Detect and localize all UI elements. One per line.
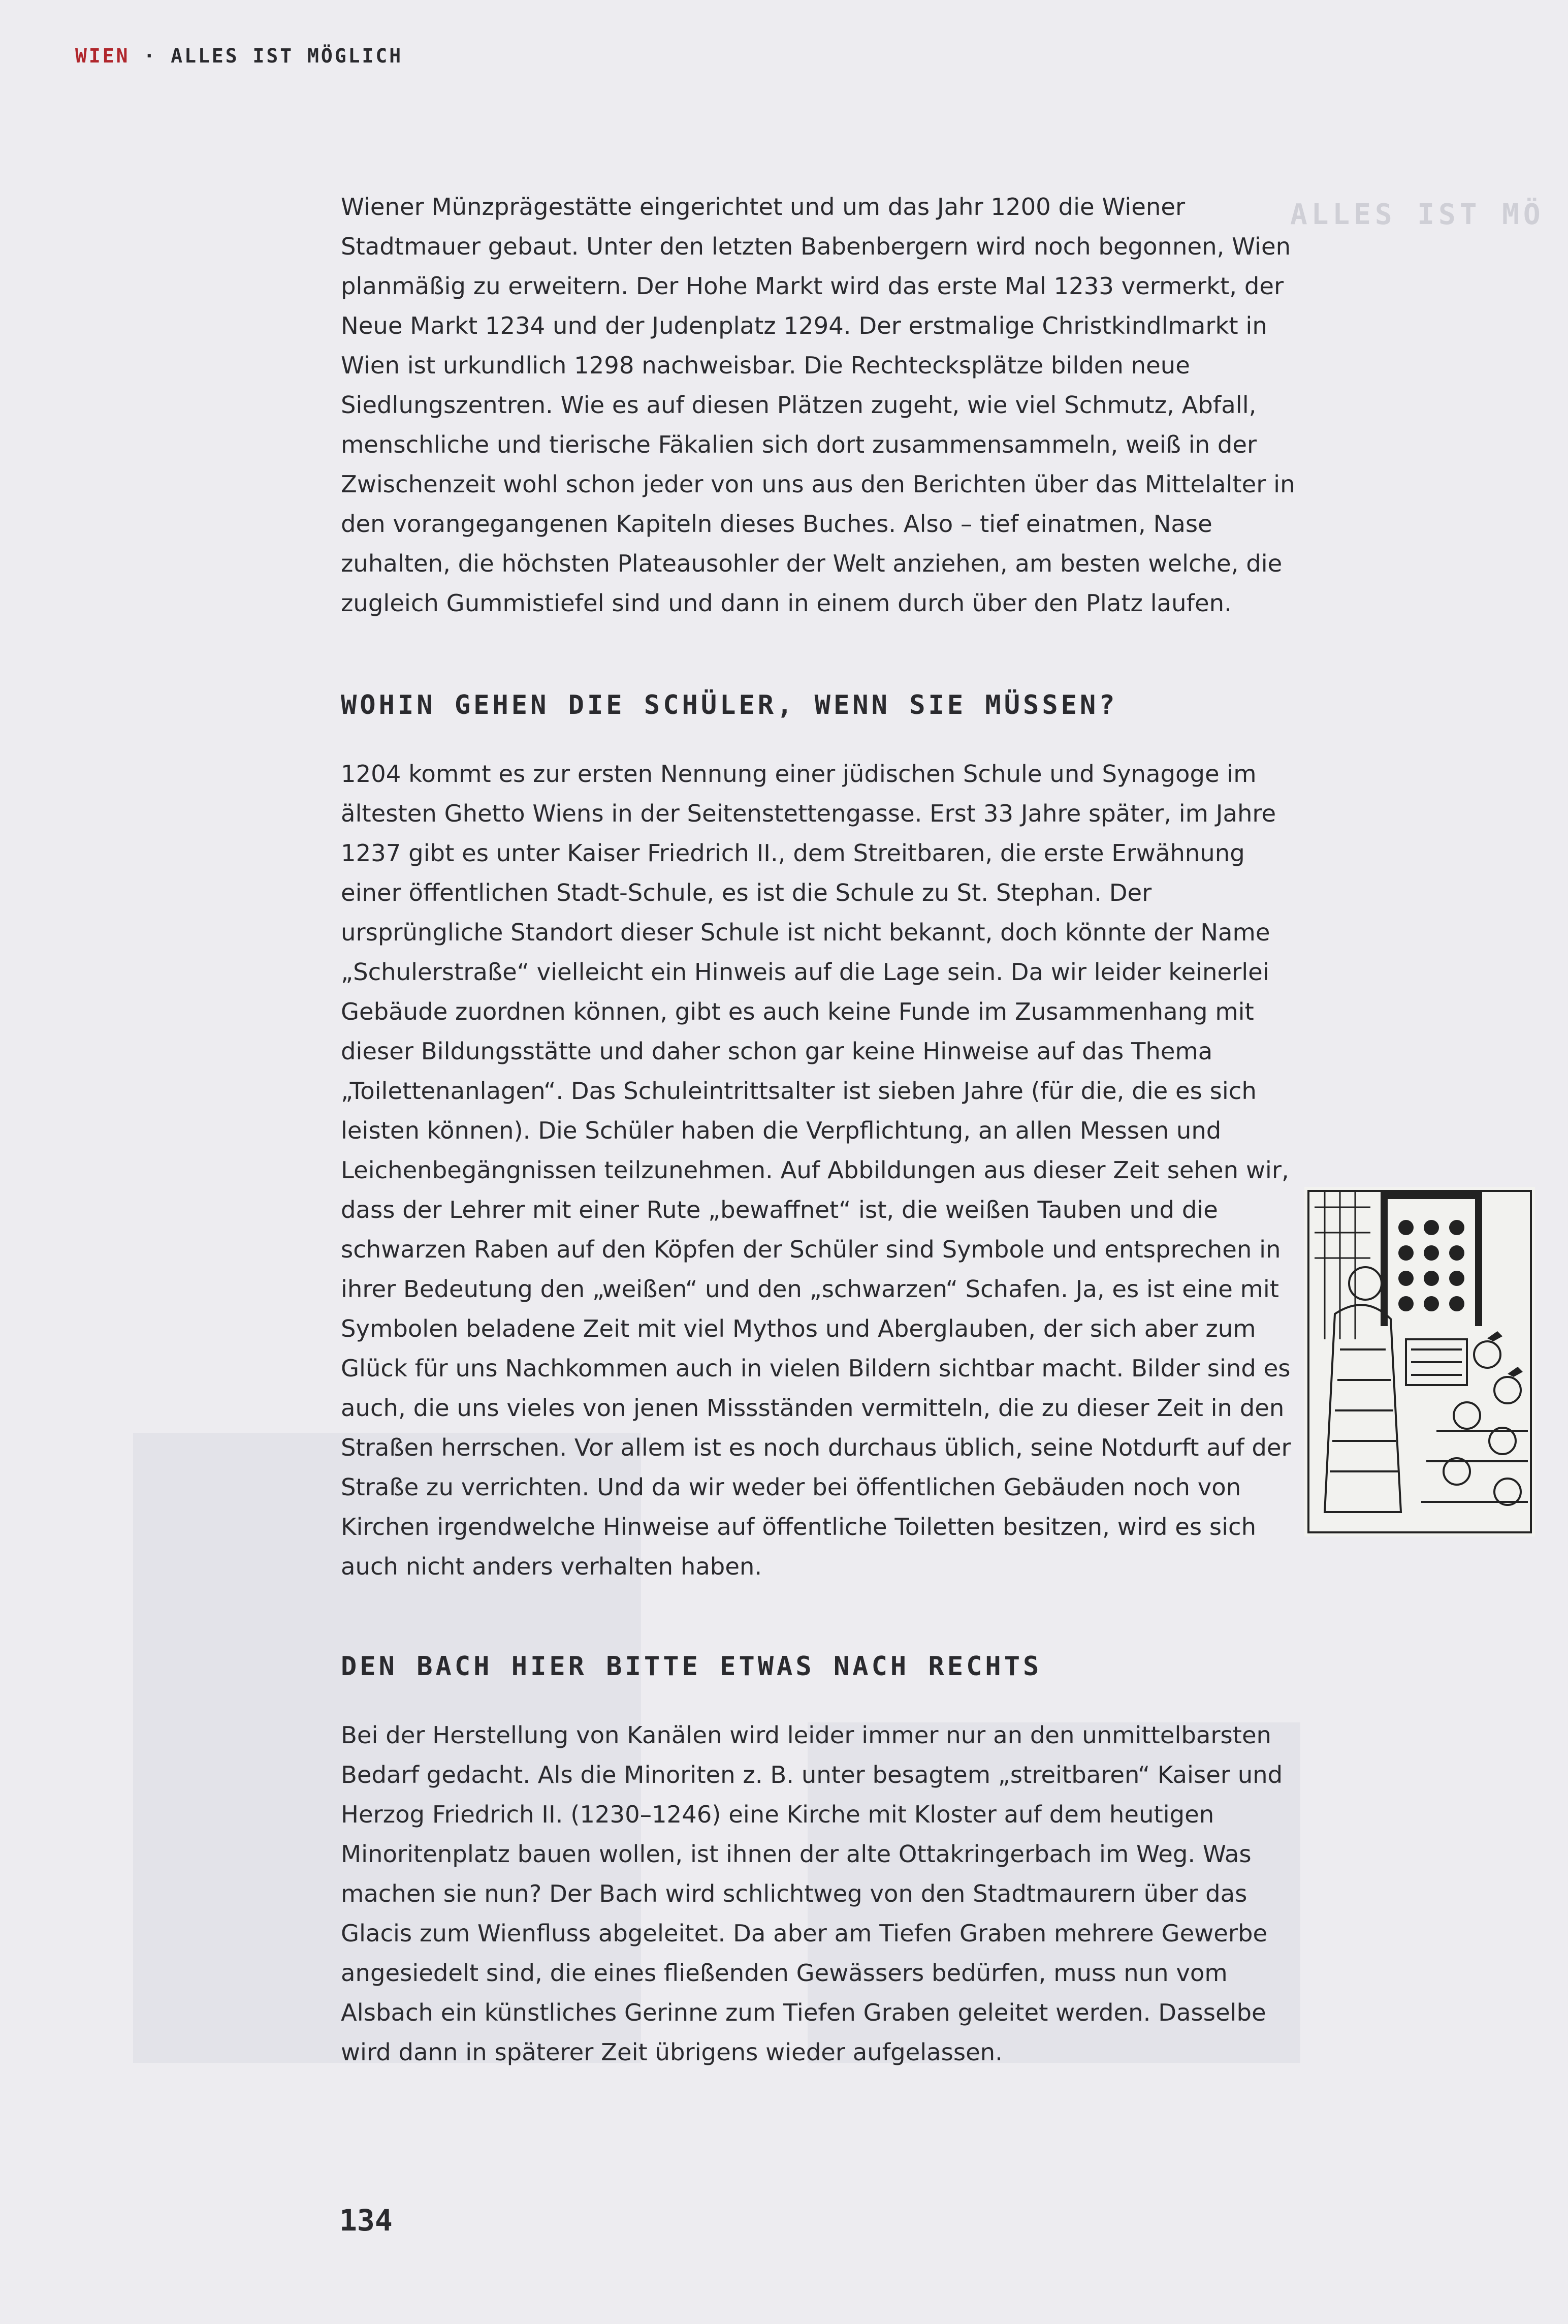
section-bach-paragraph: Bei der Herstellung von Kanälen wird leider immer nur an den unmittelbarsten Bedarf gedacht. Als die Minoriten z. B. unter besagtem „streitbaren“ Kaiser und Herzog Friedrich II. (1230–1246) eine Kirche mit Kloster auf dem heutigen Minoritenplatz bauen wollen, ist ihnen der alte Ottakringerbach im Weg. Was machen sie nun? Der Bach wird schlichtweg von den Stadtmaurern über das Glacis zum Wienfluss abgeleitet. Da aber am Tiefen Graben mehrere Gewerbe angesiedelt sind, die eines fließenden Gewässers bedürfen, muss nun vom Alsbach ein künstliches Gerinne zum Tiefen Graben geleitet werden. Dasselbe wird dann in späterer Zeit übrigens wieder aufgelassen. bbox=[341, 1721, 1283, 2066]
medieval-classroom-woodcut bbox=[1304, 1187, 1535, 1536]
section-bach-block bbox=[341, 1715, 1296, 2072]
running-head bbox=[75, 45, 403, 67]
running-head-separator: · bbox=[143, 45, 157, 67]
page-number: 134 bbox=[339, 2203, 393, 2238]
section-heading-schueler: WOHIN GEHEN DIE SCHÜLER, WENN SIE MÜSSEN? bbox=[341, 690, 1118, 720]
section-schueler-paragraph: 1204 kommt es zur ersten Nennung einer jüdischen Schule und Synagoge im ältesten Ghetto Wiens in der Seitenstettengasse. Erst 33 Jahre später, im Jahre 1237 gibt es unter Kaiser Friedrich II., dem Streitbaren, die erste Erwähnung einer öffentlichen Stadt-Schule, es ist die Schule zu St. Stephan. Der ursprüngliche Standort dieser Schule ist nicht bekannt, doch könnte der Name „Schulerstraße“ vielleicht ein Hinweis auf die Lage sein. Da wir leider keinerlei Gebäude zuordnen können, gibt es auch keine Funde im Zusammenhang mit dieser Bildungsstätte und daher schon gar keine Hinweise auf das Thema „Toilettenanlagen“. Das Schuleintrittsalter ist sieben Jahre (für die, die es sich leisten können). Die Schüler haben die Verpflichtung, an allen Messen und Leichenbegängnissen teilzunehmen. Auf Abbildungen aus dieser Zeit sehen wir, dass der Lehrer mit einer Rute „bewaffnet“ ist, die weißen Tauben und die schwarzen Raben auf den Köpfen der Schüler sind Symbole und entsprechen in ihrer Bedeutung den „weißen“ und den „schwarzen“ Schafen. Ja, es ist eine mit Symbolen beladene Zeit mit viel Mythos und Aberglauben, der sich aber zum Glück für uns Nachkommen auch in vielen Bildern sichtbar macht. Bilder sind es auch, die uns vieles von jenen Missständen vermitteln, die zu dieser Zeit in den Straßen herrschen. Vor allem ist es noch durchaus üblich, seine Notdurft auf der Straße zu verrichten. Und da wir weder bei öffentlichen Gebäuden noch von Kirchen irgendwelche Hinweise auf öffentliche Toiletten besitzen, wird es sich auch nicht anders verhalten haben. bbox=[341, 760, 1291, 1580]
section-heading-bach: DEN BACH HIER BITTE ETWAS NACH RECHTS bbox=[341, 1651, 1042, 1682]
intro-paragraph-block bbox=[341, 187, 1296, 623]
section-schueler-block bbox=[341, 754, 1296, 1586]
woodcut-illustration-icon bbox=[1304, 1187, 1535, 1536]
show-through-running-head: ALLES IST MÖ bbox=[1290, 198, 1545, 231]
book-title: WIEN bbox=[75, 45, 130, 67]
intro-paragraph: Wiener Münzprägestätte eingerichtet und um das Jahr 1200 die Wiener Stadtmauer gebaut. Unter den letzten Babenbergern wird noch begonnen, Wien planmäßig zu erweitern. Der Hohe Markt wird das erste Mal 1233 vermerkt, der Neue Markt 1234 und der Judenplatz 1294. Der erstmalige Christkindlmarkt in Wien ist urkundlich 1298 nachweisbar. Die Rechtecksplätze bilden neue Siedlungszentren. Wie es auf diesen Plätzen zugeht, wie viel Schmutz, Abfall, menschliche und tierische Fäkalien sich dort zusammensammeln, weiß in der Zwischenzeit wohl schon jeder von uns aus den Berichten über das Mittelalter in den vorangegangenen Kapiteln dieses Buches. Also – tief einatmen, Nase zuhalten, die höchsten Plateausohler der Welt anziehen, am besten welche, die zugleich Gummistiefel sind und dann in einem durch über den Platz laufen. bbox=[341, 193, 1295, 617]
book-subtitle: ALLES IST MÖGLICH bbox=[171, 45, 403, 67]
